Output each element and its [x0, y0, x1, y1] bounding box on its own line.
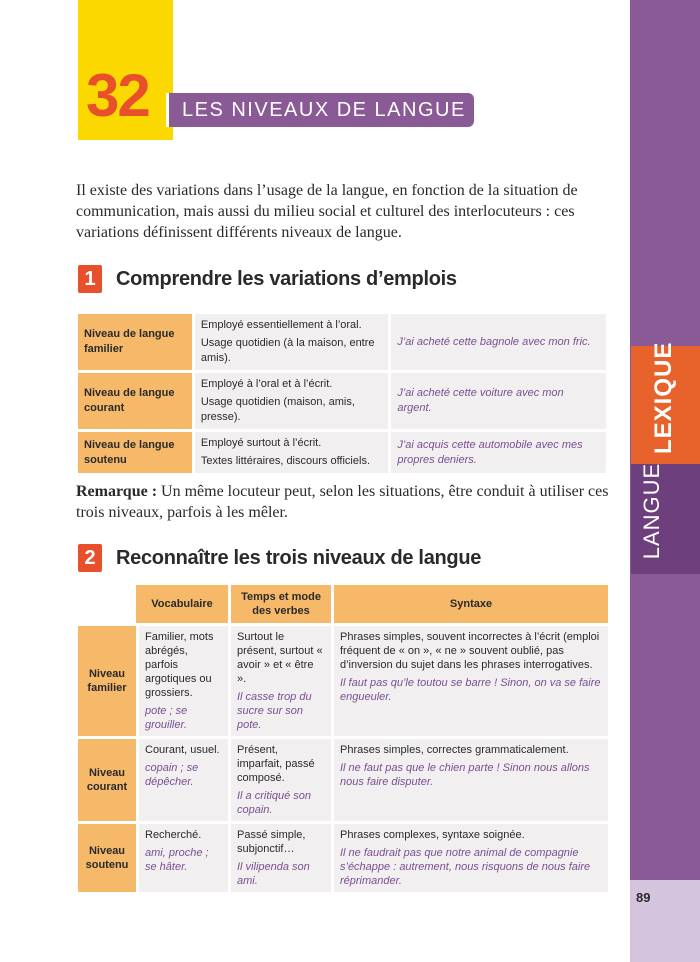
vocab-cell — [136, 824, 228, 892]
description-line: Textes littéraires, discours officiels. — [200, 455, 370, 467]
table-row — [78, 373, 606, 429]
remark-paragraph — [76, 481, 612, 523]
vocab-cell — [136, 739, 228, 821]
header-tenses: Temps et mode des verbes — [228, 585, 331, 623]
side-label-langue: LANGUE — [639, 462, 664, 560]
tenses-text: Présent, imparfait, passé composé. — [237, 744, 315, 784]
level-label: Niveau de langue courant — [78, 373, 192, 429]
syntax-cell — [331, 824, 608, 892]
side-label-lexique: LEXIQUE — [650, 341, 677, 454]
syntax-text: Phrases complexes, syntaxe soignée. — [340, 829, 525, 841]
syntax-example: Il ne faut pas que le chien parte ! Sinon nous allons nous faire disputer. — [340, 762, 590, 788]
remark-text: Un même locuteur peut, selon les situations, être conduit à utiliser ces trois niveaux, parfois à les mêler. — [76, 483, 609, 521]
tenses-example: Il casse trop du sucre sur son pote. — [237, 691, 312, 731]
vocab-example: pote ; se grouiller. — [145, 705, 188, 731]
syntax-example: Il ne faudrait pas que notre animal de compagnie s’échappe : autrement, nous risquons de nous faire réprimander. — [340, 847, 591, 887]
level-label: Niveau familier — [78, 626, 136, 736]
header-blank-cell — [78, 585, 136, 623]
level-description — [192, 314, 388, 370]
header-syntax: Syntaxe — [331, 585, 608, 623]
level-label: Niveau de langue soutenu — [78, 432, 192, 473]
tenses-text: Surtout le présent, surtout « avoir » et « être ». — [237, 631, 323, 685]
header-vocabulary: Vocabulaire — [136, 585, 228, 623]
description-line: Employé surtout à l’écrit. — [200, 437, 322, 449]
level-label: Niveau courant — [78, 739, 136, 821]
tenses-cell — [228, 626, 331, 736]
table-row — [78, 739, 608, 821]
remark-label: Remarque : — [76, 483, 158, 500]
description-line: Employé à l’oral et à l’écrit. — [200, 378, 333, 390]
table-row — [78, 824, 608, 892]
table-header-row — [78, 585, 608, 623]
description-line: Employé essentiellement à l’oral. — [200, 319, 362, 331]
syntax-example: Il faut pas qu’le toutou se barre ! Sinon, on va se faire engueuler. — [340, 677, 601, 703]
vocab-text: Familier, mots abrégés, parfois argotiques ou grossiers. — [145, 631, 214, 699]
description-line: Usage quotidien (à la maison, entre amis). — [200, 337, 375, 364]
syntax-text: Phrases simples, souvent incorrectes à l’écrit (emploi fréquent de « on », « ne » souvent oublié, pas d’inversion du sujet dans les phrases interrogatives. — [340, 631, 600, 671]
levels-table — [78, 311, 606, 476]
section-2-title: Reconnaître les trois niveaux de langue — [116, 547, 482, 569]
level-example: J’ai acheté cette voiture avec mon argent. — [388, 373, 606, 429]
section-1-title: Comprendre les variations d’emplois — [116, 268, 457, 290]
table-row — [78, 314, 606, 370]
section-2-number: 2 — [78, 544, 102, 572]
section-1-number: 1 — [78, 265, 102, 293]
vocab-text: Courant, usuel. — [145, 744, 220, 756]
chapter-number: 32 — [86, 62, 149, 129]
level-label: Niveau de langue familier — [78, 314, 192, 370]
page-number: 89 — [636, 890, 651, 905]
vocab-example: ami, proche ; se hâter. — [145, 847, 209, 873]
recognition-table — [78, 582, 608, 895]
vocab-cell — [136, 626, 228, 736]
level-description — [192, 373, 388, 429]
level-example: J’ai acquis cette automobile avec mes propres deniers. — [388, 432, 606, 473]
level-example: J’ai acheté cette bagnole avec mon fric. — [388, 314, 606, 370]
syntax-text: Phrases simples, correctes grammaticalement. — [340, 744, 569, 756]
level-description — [192, 432, 388, 473]
level-label: Niveau soutenu — [78, 824, 136, 892]
tenses-text: Passé simple, subjonctif… — [237, 829, 306, 855]
tenses-cell — [228, 824, 331, 892]
table-row — [78, 626, 608, 736]
description-line: Usage quotidien (maison, amis, presse). — [200, 396, 355, 423]
syntax-cell — [331, 626, 608, 736]
tenses-example: Il a critiqué son copain. — [237, 790, 311, 816]
vocab-text: Recherché. — [145, 829, 202, 841]
vocab-example: copain ; se dépêcher. — [145, 762, 199, 788]
intro-paragraph: Il existe des variations dans l’usage de la langue, en fonction de la situation de communication, mais aussi du milieu social et culturel des interlocuteurs : ces variations définissent différents niveaux de langue. — [76, 182, 578, 241]
table-row — [78, 432, 606, 473]
syntax-cell — [331, 739, 608, 821]
tenses-cell — [228, 739, 331, 821]
tenses-example: Il vilipenda son ami. — [237, 861, 310, 887]
chapter-title: LES NIVEAUX DE LANGUE — [182, 99, 466, 121]
